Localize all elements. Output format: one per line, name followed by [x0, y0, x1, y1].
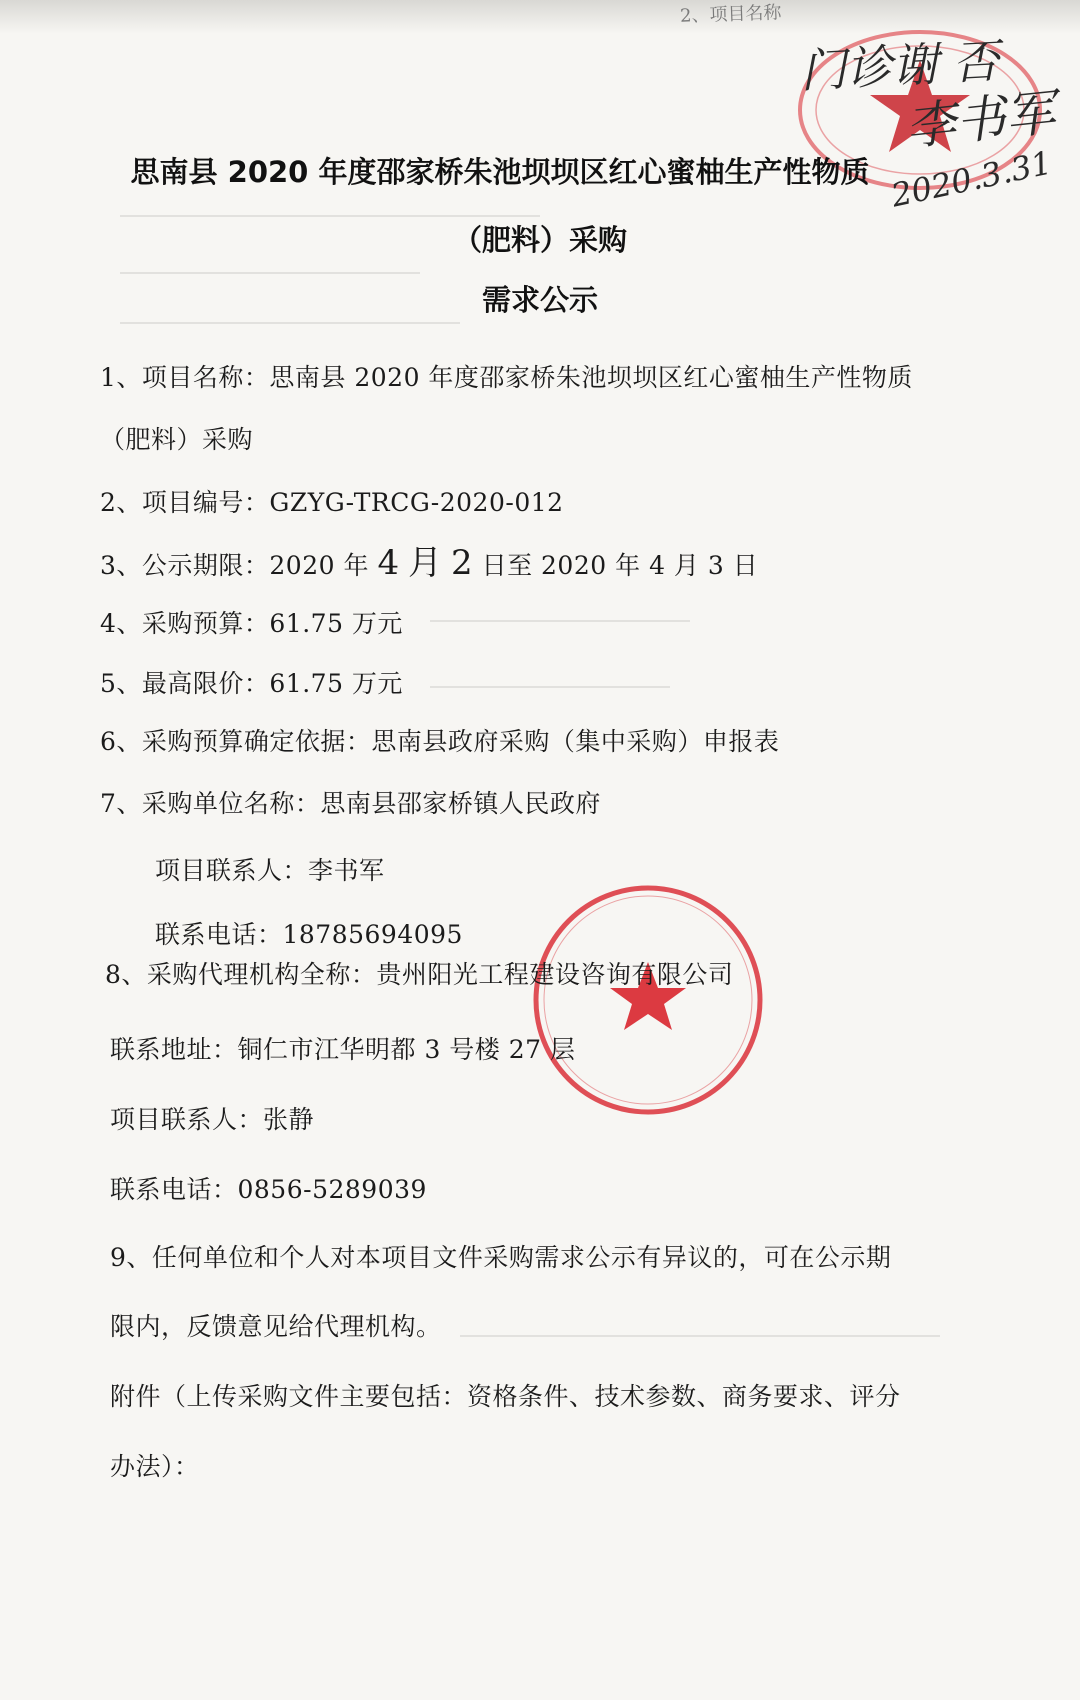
item-objection-cont: 限内，反馈意见给代理机构。 [110, 1312, 442, 1341]
document-title-line2: （肥料）采购 [452, 223, 627, 257]
notice-day-label: 日 [732, 551, 759, 580]
item-budget-basis: 6、采购预算确定依据：思南县政府采购（集中采购）申报表 [100, 727, 780, 756]
notice-month-label-2: 月 [673, 551, 700, 580]
item-agency-name: 8、采购代理机构全称：贵州阳光工程建设咨询有限公司 [105, 960, 734, 989]
header-fragment: 2、项目名称 [679, 2, 782, 27]
notice-period-mid: 日至 2020 年 [481, 551, 641, 580]
show-through-line [120, 322, 460, 324]
document-title-line1: 思南县 2020 年度邵家桥朱池坝坝区红心蜜柚生产性物质 [130, 155, 870, 189]
item-notice-period [100, 535, 758, 584]
notice-period-prefix: 3、公示期限：2020 年 [100, 551, 369, 580]
attachment-note-cont: 办法）： [110, 1452, 200, 1481]
attachment-note: 附件（上传采购文件主要包括：资格条件、技术参数、商务要求、评分 [110, 1382, 901, 1411]
handwritten-signature: 李书军 [902, 83, 1059, 157]
document-title-line3: 需求公示 [481, 283, 598, 317]
purchaser-contact: 项目联系人：李书军 [155, 856, 385, 885]
notice-month-end: 4 [649, 551, 666, 580]
agency-phone: 联系电话：0856-5289039 [110, 1175, 427, 1204]
notice-day-start: 2 [450, 543, 474, 583]
item-purchaser-name: 7、采购单位名称：思南县邵家桥镇人民政府 [100, 789, 601, 818]
item-budget: 4、采购预算：61.75 万元 [100, 609, 403, 638]
show-through-line [430, 620, 690, 622]
agency-official-seal [528, 880, 768, 1120]
agency-address: 联系地址：铜仁市江华明都 3 号楼 27 层 [110, 1035, 576, 1064]
handwritten-note: 门诊谢 否 [798, 33, 1001, 99]
item-project-number: 2、项目编号：GZYG-TRCG-2020-012 [100, 488, 564, 517]
notice-month-label: 月 [408, 543, 443, 583]
show-through-line [430, 686, 670, 688]
handwritten-date: 2020.3.31 [887, 143, 1056, 215]
purchaser-phone: 联系电话：18785694095 [155, 920, 463, 949]
item-max-price: 5、最高限价：61.75 万元 [100, 669, 403, 698]
item-project-name: 1、项目名称：思南县 2020 年度邵家桥朱池坝坝区红心蜜柚生产性物质 [100, 363, 913, 392]
item-objection: 9、任何单位和个人对本项目文件采购需求公示有异议的，可在公示期 [110, 1243, 892, 1272]
notice-day-end: 3 [707, 551, 725, 580]
show-through-line [460, 1335, 940, 1337]
show-through-line [120, 272, 420, 274]
agency-contact: 项目联系人：张静 [110, 1105, 315, 1134]
show-through-line [120, 215, 540, 217]
notice-month-start: 4 [377, 543, 400, 583]
item-project-name-cont: （肥料）采购 [100, 425, 254, 454]
